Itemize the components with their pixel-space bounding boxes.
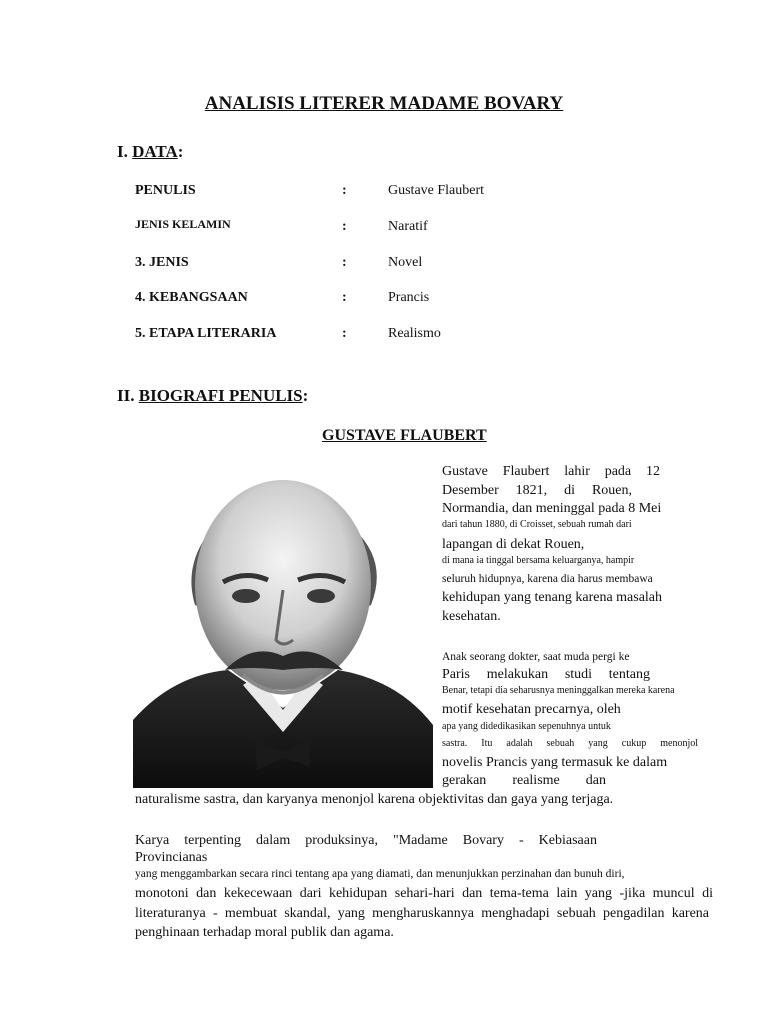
section-title: DATA xyxy=(132,142,178,161)
author-name-heading: GUSTAVE FLAUBERT xyxy=(322,427,487,444)
author-portrait xyxy=(133,470,433,788)
data-colon: : xyxy=(342,326,347,341)
data-colon: : xyxy=(342,183,347,198)
bio-line: Anak seorang dokter, saat muda pergi ke xyxy=(442,651,630,663)
bio-line: motif kesehatan precarnya, oleh xyxy=(442,702,621,717)
page-title: ANALISIS LITERER MADAME BOVARY xyxy=(204,93,564,114)
section-suffix: : xyxy=(302,386,309,405)
bio-line: gerakan realisme dan xyxy=(442,773,606,788)
data-label: JENIS KELAMIN xyxy=(135,217,231,231)
bio-line: Paris melakukan studi tentang xyxy=(442,667,650,682)
data-value: Realismo xyxy=(388,326,441,341)
bio-line: seluruh hidupnya, karena dia harus membawa xyxy=(442,573,653,585)
data-label: PENULIS xyxy=(135,183,196,198)
data-label: 3. JENIS xyxy=(135,255,189,270)
bio-line: sastra. Itu adalah sebuah yang cukup menonjol xyxy=(442,738,698,749)
data-colon: : xyxy=(342,255,347,270)
bio-line: literaturanya - membuat skandal, yang mengharuskannya menghadapi sebuah pengadilan karena xyxy=(135,906,709,921)
section-title: BIOGRAFI PENULIS xyxy=(138,386,303,405)
bio-line: Gustave Flaubert lahir pada 12 xyxy=(442,464,660,479)
bio-line: penghinaan terhadap moral publik dan agama. xyxy=(135,925,394,940)
section-suffix: : xyxy=(177,142,184,161)
bio-line: Benar, tetapi dia seharusnya meninggalkan mereka karena xyxy=(442,685,675,696)
section-number: I. xyxy=(117,142,128,161)
data-colon: : xyxy=(342,290,347,305)
bio-line: Karya terpenting dalam produksinya, "Madame Bovary - Kebiasaan xyxy=(135,833,597,848)
bio-line: dari tahun 1880, di Croisset, sebuah rumah dari xyxy=(442,519,632,530)
bio-line: naturalisme sastra, dan karyanya menonjol karena objektivitas dan gaya yang terjaga. xyxy=(135,792,614,807)
section-biography-heading xyxy=(117,386,308,406)
data-label: 4. KEBANGSAAN xyxy=(135,290,248,305)
data-label: 5. ETAPA LITERARIA xyxy=(135,326,277,341)
bio-line: monotoni dan kekecewaan dari kehidupan sehari-hari dan tema-tema lain yang -jika muncul di xyxy=(135,886,713,901)
bio-line: kesehatan. xyxy=(442,609,501,624)
bio-line: kehidupan yang tenang karena masalah xyxy=(442,590,663,605)
section-number: II. xyxy=(117,386,135,405)
bio-line: lapangan di dekat Rouen, xyxy=(442,537,585,552)
bio-line: apa yang didedikasikan sepenuhnya untuk xyxy=(442,721,611,732)
bio-line: novelis Prancis yang termasuk ke dalam xyxy=(442,755,668,770)
data-colon: : xyxy=(342,219,347,234)
bio-line: Provincianas xyxy=(135,850,208,865)
data-value: Novel xyxy=(388,255,423,270)
bio-line: Normandia, dan meninggal pada 8 Mei xyxy=(442,501,662,516)
data-value: Prancis xyxy=(388,290,430,305)
data-value: Gustave Flaubert xyxy=(388,183,485,198)
section-data-heading xyxy=(117,142,183,162)
bio-line: Desember 1821, di Rouen, xyxy=(442,483,632,498)
data-value: Naratif xyxy=(388,219,428,234)
bio-line: di mana ia tinggal bersama keluarganya, hampir xyxy=(442,555,635,566)
bio-line: yang menggambarkan secara rinci tentang apa yang diamati, dan menunjukkan perzinahan dan bunuh diri, xyxy=(135,868,625,880)
